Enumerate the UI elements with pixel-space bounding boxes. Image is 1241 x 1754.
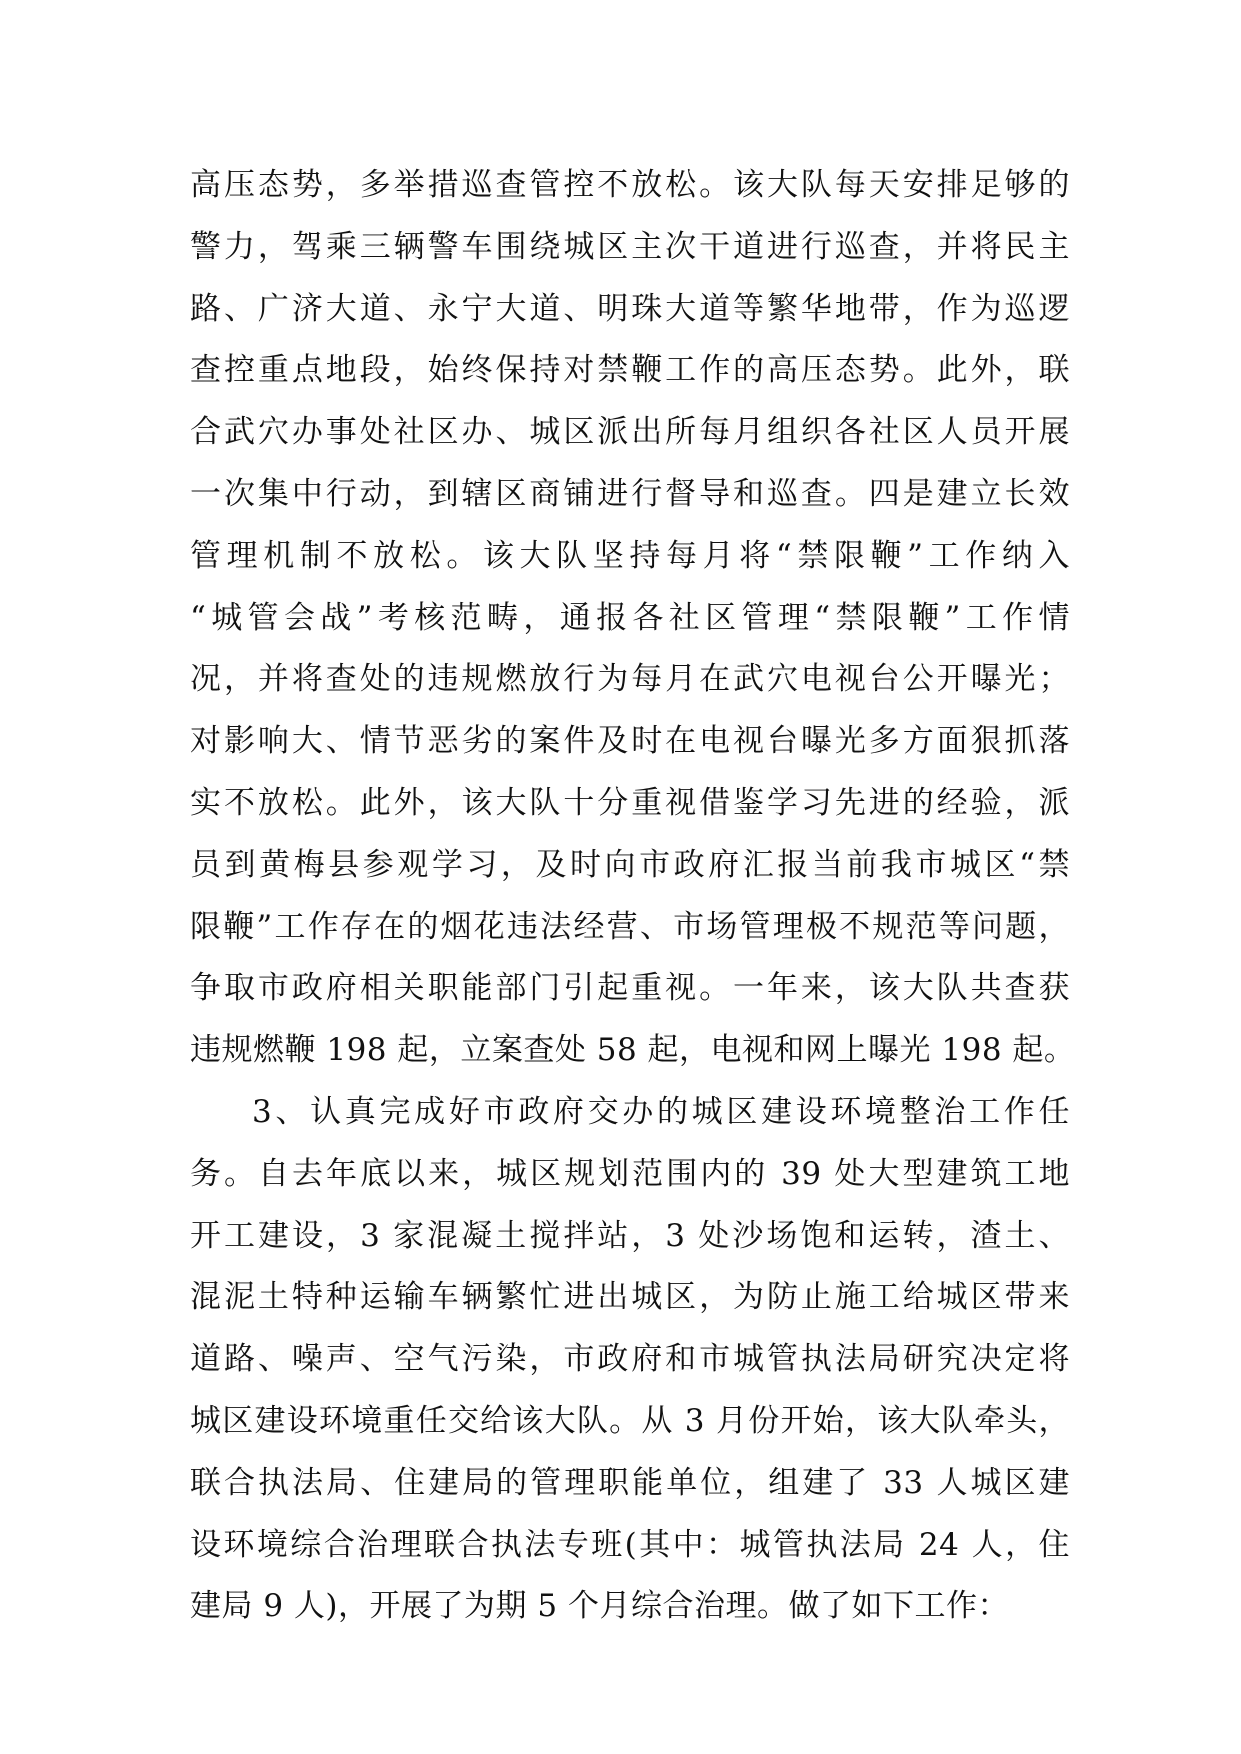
text-line: 设环境综合治理联合执法专班(其中：城管执法局 24 人，住 (190, 1526, 1070, 1563)
text-line: 路、广济大道、永宁大道、明珠大道等繁华地带，作为巡逻 (190, 290, 1070, 327)
text-line: 一次集中行动，到辖区商铺进行督导和巡查。四是建立长效 (190, 475, 1070, 512)
text-line: 务。自去年底以来，城区规划范围内的 39 处大型建筑工地 (190, 1155, 1070, 1192)
text-line: “城管会战”考核范畴，通报各社区管理“禁限鞭”工作情 (190, 599, 1070, 636)
text-line: 争取市政府相关职能部门引起重视。一年来，该大队共查获 (190, 970, 1070, 1007)
text-line: 建局 9 人)，开展了为期 5 个月综合治理。做了如下工作： (190, 1588, 1009, 1625)
text-line: 违规燃鞭 198 起，立案查处 58 起，电视和网上曝光 198 起。 (190, 1032, 1076, 1069)
text-line: 高压态势，多举措巡查管控不放松。该大队每天安排足够的 (190, 167, 1070, 203)
text-line: 合武穴办事处社区办、城区派出所每月组织各社区人员开展 (190, 414, 1070, 451)
text-line: 限鞭”工作存在的烟花违法经营、市场管理极不规范等问题， (190, 908, 1070, 945)
text-line: 况，并将查处的违规燃放行为每月在武穴电视台公开曝光； (190, 661, 1070, 698)
text-line: 查控重点地段，始终保持对禁鞭工作的高压态势。此外，联 (190, 352, 1070, 389)
text-line: 实不放松。此外，该大队十分重视借鉴学习先进的经验，派 (190, 784, 1070, 821)
text-line: 管理机制不放松。该大队坚持每月将“禁限鞭”工作纳入 (190, 537, 1070, 574)
text-line: 警力，驾乘三辆警车围绕城区主次干道进行巡查，并将民主 (190, 228, 1070, 265)
body-text (190, 155, 1076, 1638)
paragraph-start-line: 3、认真完成好市政府交办的城区建设环境整治工作任 (252, 1093, 1070, 1130)
text-line: 开工建设，3 家混凝土搅拌站，3 处沙场饱和运转，渣土、 (190, 1217, 1070, 1254)
text-line: 混泥土特种运输车辆繁忙进出城区，为防止施工给城区带来 (190, 1279, 1070, 1316)
text-line: 道路、噪声、空气污染，市政府和市城管执法局研究决定将 (190, 1341, 1070, 1378)
text-line: 城区建设环境重任交给该大队。从 3 月份开始，该大队牵头， (190, 1402, 1070, 1439)
text-line: 员到黄梅县参观学习，及时向市政府汇报当前我市城区“禁 (190, 846, 1070, 883)
text-line: 对影响大、情节恶劣的案件及时在电视台曝光多方面狠抓落 (190, 723, 1070, 760)
text-line: 联合执法局、住建局的管理职能单位，组建了 33 人城区建 (190, 1464, 1070, 1501)
